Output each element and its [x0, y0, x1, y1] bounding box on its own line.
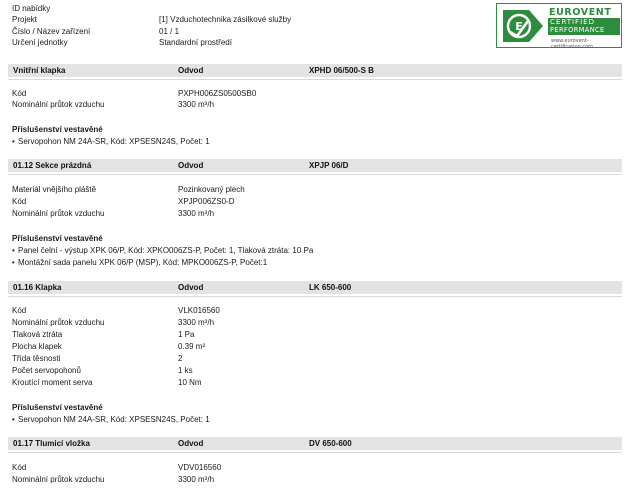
section-title: Vnitřní klapka: [13, 66, 66, 75]
row-label: Plocha klapek: [12, 342, 62, 351]
row-value: 1 Pa: [178, 330, 195, 339]
unit-purpose-value: Standardní prostředí: [159, 38, 232, 47]
row-value: XPJP006ZS0-D: [178, 197, 235, 206]
row-label: Kód: [12, 306, 27, 315]
row-label: Počet servopohonů: [12, 366, 81, 375]
logo-certified: CERTIFIED: [550, 17, 595, 26]
row-label: Kód: [12, 89, 27, 98]
section-code: LK 650-600: [309, 283, 352, 292]
section-code: XPHD 06/500-S B: [309, 66, 374, 75]
accessories-title: Příslušenství vestavěné: [12, 403, 103, 412]
row-value: 2: [178, 354, 183, 363]
row-label: Kroutící moment serva: [12, 378, 93, 387]
section-header-empty-section: [8, 159, 622, 172]
row-value: 1 ks: [178, 366, 193, 375]
project-label: Projekt: [12, 15, 37, 24]
offer-id-label: ID nabídky: [12, 4, 51, 13]
row-value: PXPH006ZS0500SB0: [178, 89, 257, 98]
unit-purpose-label: Určení jednotky: [12, 38, 68, 47]
section-direction: Odvod: [178, 439, 204, 448]
row-value: 3300 m³/h: [178, 100, 215, 109]
row-label: Nominální průtok vzduchu: [12, 475, 105, 484]
section-header-damper: [8, 281, 622, 294]
logo-brand: EUROVENT: [549, 7, 612, 18]
section-title: 01.16 Klapka: [13, 283, 62, 292]
row-label: Nominální průtok vzduchu: [12, 100, 105, 109]
unit-number-value: 01 / 1: [159, 27, 180, 36]
section-title: 01.12 Sekce prázdná: [13, 161, 92, 170]
eurovent-emblem-icon: [501, 8, 545, 44]
row-value: 3300 m³/h: [178, 475, 215, 484]
accessory-item: • Montážní sada panelu XPK 06/P (MSP), Kód: MPKO006ZS-P, Počet:1: [18, 258, 267, 268]
section-title: 01.17 Tlumicí vložka: [13, 439, 90, 448]
section-header-silencer: [8, 437, 622, 450]
section-direction: Odvod: [178, 283, 204, 292]
row-label: Nominální průtok vzduchu: [12, 318, 105, 327]
row-label: Materiál vnějšího pláště: [12, 185, 97, 194]
section-direction: Odvod: [178, 161, 204, 170]
row-value: Pozinkovaný plech: [178, 185, 245, 194]
row-value: VLK016560: [178, 306, 220, 315]
row-value: 3300 m³/h: [178, 318, 215, 327]
accessory-item: • Servopohon NM 24A-SR, Kód: XPSESN24S, Počet: 1: [18, 415, 210, 425]
project-value: [1] Vzduchotechnika zásilkové služby: [159, 15, 292, 24]
unit-number-label: Číslo / Název zařízení: [12, 27, 91, 36]
logo-performance: PERFORMANCE: [550, 26, 605, 34]
divider: [8, 296, 622, 297]
accessories-title: Příslušenství vestavěné: [12, 234, 103, 243]
accessories-title: Příslušenství vestavěné: [12, 125, 103, 134]
eurovent-certification-logo: [496, 3, 622, 48]
row-label: Nominální průtok vzduchu: [12, 209, 105, 218]
section-direction: Odvod: [178, 66, 204, 75]
section-code: XPJP 06/D: [309, 161, 349, 170]
row-value: VDV016560: [178, 463, 222, 472]
svg-text:E: E: [515, 20, 523, 33]
divider: [8, 452, 622, 453]
divider: [8, 79, 622, 80]
row-value: 3300 m³/h: [178, 209, 215, 218]
section-header-internal-damper: [8, 64, 622, 77]
row-value: 10 Nm: [178, 378, 202, 387]
logo-url: www.eurovent-certification.com: [551, 38, 594, 50]
row-value: 0.39 m²: [178, 342, 206, 351]
row-label: Tlaková ztráta: [12, 330, 63, 339]
row-label: Kód: [12, 197, 27, 206]
divider: [8, 174, 622, 175]
accessory-item: • Panel čelní - výstup XPK 06/P, Kód: XPKO006ZS-P, Počet: 1, Tlaková ztráta: 10 Pa: [18, 246, 313, 256]
row-label: Třída těsnosti: [12, 354, 61, 363]
accessory-item: • Servopohon NM 24A-SR, Kód: XPSESN24S, Počet: 1: [18, 137, 210, 147]
section-code: DV 650-600: [309, 439, 352, 448]
row-label: Kód: [12, 463, 27, 472]
